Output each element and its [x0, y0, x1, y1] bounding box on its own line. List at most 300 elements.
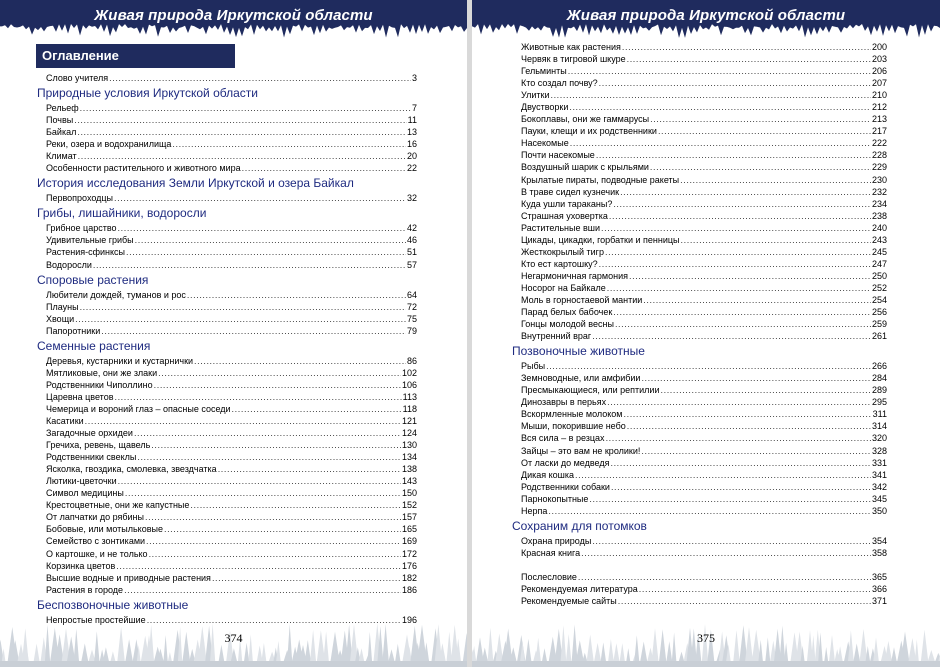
toc-entry-title: Высшие водные и приводные растения — [46, 572, 211, 583]
toc-entry-page: 13 — [406, 127, 417, 138]
toc-leader-dots — [101, 325, 406, 337]
toc-entry-title: Непростые простейшие — [46, 614, 146, 625]
toc-entry[interactable] — [37, 391, 417, 403]
toc-entry[interactable] — [512, 258, 887, 270]
toc-entry-title: Воздушный шарик с крыльями — [521, 162, 649, 173]
toc-entry-title: Моль в горностаевой мантии — [521, 294, 643, 305]
toc-entry[interactable] — [37, 427, 417, 439]
toc-entry-title: Почвы — [46, 115, 74, 126]
toc-entry-title: Почти насекомые — [521, 150, 595, 161]
toc-entry-title: Бокоплавы, они же гаммарусы — [521, 114, 650, 125]
toc-entry[interactable] — [512, 432, 887, 444]
toc-entry[interactable] — [512, 372, 887, 384]
toc-entry[interactable] — [512, 306, 887, 318]
toc-leader-dots — [190, 499, 401, 511]
toc-leader-dots — [627, 420, 871, 432]
toc-entry[interactable] — [512, 535, 887, 547]
toc-leader-dots — [116, 560, 401, 572]
toc-entry[interactable] — [512, 222, 887, 234]
page-number: 374 — [224, 631, 243, 645]
toc-entry[interactable] — [512, 408, 887, 420]
toc-entry[interactable] — [37, 72, 417, 84]
toc-entry-page: 207 — [871, 78, 887, 89]
toc-entry[interactable] — [512, 583, 887, 595]
toc-leader-dots — [154, 379, 401, 391]
toc-entry[interactable] — [512, 77, 887, 89]
toc-entry[interactable] — [37, 114, 417, 126]
toc-entry[interactable] — [512, 330, 887, 342]
toc-leader-dots — [125, 487, 401, 499]
toc-entry-page: 230 — [871, 174, 887, 185]
toc-entry-title: Байкал — [46, 127, 77, 138]
toc-section-title: Сохраним для потомков — [512, 518, 647, 533]
toc-leader-dots — [599, 77, 871, 89]
toc-leader-dots — [232, 403, 402, 415]
toc-entry[interactable] — [512, 41, 887, 53]
toc-leader-dots — [607, 396, 871, 408]
toc-entry[interactable] — [37, 313, 417, 325]
toc-entry[interactable] — [512, 282, 887, 294]
toc-entry-page: 234 — [871, 198, 887, 209]
toc-leader-dots — [124, 584, 401, 596]
toc-entry-title: Парнокопытные — [521, 493, 589, 504]
toc-leader-dots — [575, 469, 871, 481]
toc-section-title: Позвоночные животные — [512, 344, 645, 359]
toc-leader-dots — [639, 583, 871, 595]
toc-entry-page: 186 — [401, 584, 417, 595]
toc-leader-dots — [568, 65, 871, 77]
toc-entry-page: 150 — [401, 488, 417, 499]
toc-entry-page: 118 — [402, 403, 417, 414]
toc-entry-title: В траве сидел кузнечик — [521, 186, 620, 197]
toc-entry-title: Водоросли — [46, 259, 92, 270]
toc-entry[interactable] — [512, 420, 887, 432]
toc-leader-dots — [134, 427, 401, 439]
toc-leader-dots — [615, 318, 871, 330]
toc-entry-page: 102 — [401, 367, 417, 378]
toc-leader-dots — [620, 186, 871, 198]
toc-entry-title: Гонцы молодой весны — [521, 319, 614, 330]
toc-entry-title: Символ медицины — [46, 488, 124, 499]
toc-entry[interactable] — [37, 234, 417, 246]
toc-entry-page: 11 — [407, 115, 417, 126]
toc-leader-dots — [592, 535, 871, 547]
toc-entry-title: Динозавры в перьях — [521, 397, 607, 408]
toc-entry[interactable] — [512, 161, 887, 173]
toc-entry-title: Родственники Чиполлино — [46, 379, 153, 390]
toc-entry-title: От ласки до медведя — [521, 457, 610, 468]
toc-entry-page: 320 — [871, 433, 887, 444]
toc-entry-page: 365 — [871, 571, 887, 582]
toc-leader-dots — [622, 41, 871, 53]
toc-leader-dots — [118, 475, 401, 487]
toc-entry[interactable] — [37, 367, 417, 379]
toc-leader-dots — [114, 192, 406, 204]
toc-leader-dots — [77, 126, 406, 138]
toc-entry[interactable] — [37, 439, 417, 451]
toc-entry[interactable] — [37, 246, 417, 258]
toc-entry-title: Мыши, покорившие небо — [521, 421, 626, 432]
toc-entry-page: 222 — [871, 138, 887, 149]
toc-entry[interactable] — [512, 595, 887, 607]
toc-entry[interactable] — [512, 294, 887, 306]
toc-entry[interactable] — [37, 415, 417, 427]
toc-leader-dots — [75, 313, 406, 325]
toc-leader-dots — [569, 101, 871, 113]
toc-entry[interactable] — [37, 487, 417, 499]
toc-entry-page: 206 — [871, 66, 887, 77]
toc-entry[interactable] — [37, 499, 417, 511]
toc-entry[interactable] — [512, 457, 887, 469]
toc-leader-dots — [606, 432, 871, 444]
toc-entry-title: Зайцы – это вам не кролики! — [521, 445, 641, 456]
toc-entry-page: 261 — [871, 331, 887, 342]
toc-entry[interactable] — [512, 125, 887, 137]
toc-entry[interactable] — [512, 493, 887, 505]
toc-entry[interactable] — [37, 355, 417, 367]
toc-entry[interactable] — [512, 571, 887, 583]
toc-entry-page: 331 — [871, 457, 887, 468]
toc-entry-page: 358 — [871, 547, 887, 558]
toc-leader-dots — [74, 114, 406, 126]
page-header — [0, 0, 467, 40]
toc-leader-dots — [126, 246, 406, 258]
toc-entry[interactable] — [37, 138, 417, 150]
toc-leader-dots — [641, 445, 871, 457]
toc-entry-page: 342 — [871, 481, 887, 492]
toc-entry-page: 165 — [401, 524, 417, 535]
toc-entry-page: 203 — [871, 54, 887, 65]
toc-entry-title: Нерпа — [521, 505, 548, 516]
toc-entry-page: 157 — [401, 512, 417, 523]
toc-leader-dots — [548, 505, 871, 517]
toc-entry-title: Рыбы — [521, 361, 546, 372]
toc-entry[interactable] — [37, 150, 417, 162]
toc-entry[interactable] — [512, 396, 887, 408]
toc-leader-dots — [641, 372, 871, 384]
header-title: Живая природа Иркутской области — [566, 7, 846, 24]
toc-entry-title: Корзинка цветов — [46, 560, 116, 571]
toc-entry[interactable] — [512, 318, 887, 330]
toc-entry[interactable] — [512, 384, 887, 396]
toc-entry-title: Слово учителя — [46, 73, 109, 83]
toc-leader-dots — [242, 162, 406, 174]
toc-leader-dots — [158, 367, 401, 379]
toc-leader-dots — [599, 258, 871, 270]
toc-entry-page: 124 — [401, 428, 417, 439]
toc-leader-dots — [164, 523, 401, 535]
toc-entry-title: Рельеф — [46, 103, 79, 114]
toc-entry-page: 254 — [871, 294, 887, 305]
toc-entry[interactable] — [512, 445, 887, 457]
toc-entry-page: 240 — [871, 222, 887, 233]
toc-entry[interactable] — [512, 198, 887, 210]
table-of-contents — [37, 72, 417, 626]
toc-entry-title: Гречиха, ревень, щавель — [46, 440, 151, 451]
toc-entry[interactable] — [512, 234, 887, 246]
toc-entry[interactable] — [37, 475, 417, 487]
toc-entry-title: Плауны — [46, 301, 79, 312]
toc-leader-dots — [149, 548, 401, 560]
toc-entry-page: 229 — [871, 162, 887, 173]
toc-entry-title: Деревья, кустарники и кустарнички — [46, 355, 194, 366]
toc-entry-title: Крестоцветные, они же капустные — [46, 500, 190, 511]
toc-entry-title: Особенности растительного и животного мира — [46, 163, 241, 174]
toc-entry[interactable] — [37, 511, 417, 523]
toc-entry-page: 314 — [871, 421, 887, 432]
toc-entry-page: 295 — [871, 397, 887, 408]
toc-entry-title: Кто создал почву? — [521, 78, 598, 89]
toc-entry-title: Кто ест картошку? — [521, 258, 598, 269]
toc-leader-dots — [596, 149, 871, 161]
toc-entry-page: 311 — [872, 409, 887, 420]
toc-entry[interactable] — [37, 102, 417, 114]
toc-entry-title: Страшная уховертка — [521, 210, 608, 221]
toc-entry[interactable] — [37, 325, 417, 337]
table-of-contents — [512, 41, 887, 607]
toc-entry[interactable] — [37, 222, 417, 234]
toc-entry[interactable] — [512, 547, 887, 559]
toc-entry-page: 130 — [401, 440, 417, 451]
toc-entry[interactable] — [37, 548, 417, 560]
toc-entry-page: 350 — [871, 505, 887, 516]
toc-entry-page: 121 — [401, 415, 417, 426]
toc-section-title: Природные условия Иркутской области — [37, 86, 258, 101]
toc-entry-page: 196 — [401, 614, 417, 625]
toc-entry-page: 143 — [401, 476, 417, 487]
toc-entry-page: 176 — [401, 560, 417, 571]
toc-spacer — [512, 559, 887, 571]
toc-leader-dots — [212, 572, 401, 584]
toc-entry-title: Бобовые, или мотыльковые — [46, 524, 163, 535]
toc-entry-title: Внутренний враг — [521, 331, 592, 342]
toc-entry-title: Мятликовые, они же злаки — [46, 367, 158, 378]
toc-entry[interactable] — [37, 259, 417, 271]
toc-leader-dots — [218, 463, 401, 475]
toc-leader-dots — [680, 174, 871, 186]
toc-entry[interactable] — [512, 481, 887, 493]
toc-entry-page: 284 — [871, 373, 887, 384]
toc-entry-title: Двустворки — [521, 102, 569, 113]
toc-entry[interactable] — [37, 192, 417, 204]
toc-entry-title: Рекомендуемые сайты — [521, 595, 617, 606]
toc-leader-dots — [135, 234, 406, 246]
toc-entry-page: 341 — [871, 469, 887, 480]
toc-leader-dots — [650, 161, 871, 173]
toc-entry-title: Растения-сфинксы — [46, 247, 126, 258]
toc-section-title: Грибы, лишайники, водоросли — [37, 206, 207, 221]
toc-entry-page: 345 — [871, 493, 887, 504]
toc-leader-dots — [610, 457, 871, 469]
toc-entry-title: Вся сила – в резцах — [521, 433, 605, 444]
toc-entry-page: 46 — [406, 235, 417, 246]
toc-entry-title: О картошке, и не только — [46, 548, 148, 559]
toc-entry[interactable] — [512, 113, 887, 125]
toc-entry-title: Грибное царство — [46, 223, 117, 234]
toc-entry-page: 7 — [411, 103, 417, 114]
toc-entry-title: Хвощи — [46, 313, 75, 324]
toc-entry[interactable] — [512, 65, 887, 77]
toc-entry-title: Куда ушли тараканы? — [521, 198, 613, 209]
toc-entry-page: 232 — [871, 186, 887, 197]
toc-leader-dots — [627, 53, 871, 65]
toc-entry-title: Носорог на Байкале — [521, 282, 606, 293]
toc-leader-dots — [650, 113, 871, 125]
page-header — [472, 0, 940, 40]
toc-entry-page: 250 — [871, 270, 887, 281]
toc-entry[interactable] — [512, 149, 887, 161]
toc-leader-dots — [661, 384, 871, 396]
toc-entry-page: 169 — [401, 536, 417, 547]
header-title: Живая природа Иркутской области — [94, 7, 373, 24]
toc-entry-title: Растения в городе — [46, 584, 124, 595]
toc-entry[interactable] — [37, 451, 417, 463]
toc-entry[interactable] — [512, 210, 887, 222]
toc-entry-title: Крылатые пираты, подводные ракеты — [521, 174, 680, 185]
toc-entry-page: 152 — [401, 500, 417, 511]
toc-entry-page: 16 — [406, 139, 417, 150]
toc-entry[interactable] — [512, 270, 887, 282]
toc-section-title: Споровые растения — [37, 272, 149, 287]
toc-entry-page: 328 — [871, 445, 887, 456]
toc-entry-page: 32 — [406, 193, 417, 204]
toc-entry-title: Дикая кошка — [521, 469, 575, 480]
toc-leader-dots — [592, 330, 871, 342]
toc-entry[interactable] — [512, 137, 887, 149]
toc-entry-title: Жесткокрылый тигр — [521, 246, 604, 257]
toc-leader-dots — [607, 282, 871, 294]
toc-entry[interactable] — [512, 246, 887, 258]
toc-entry-page: 22 — [406, 163, 417, 174]
toc-section-title: История исследования Земли Иркутской и озера Байкал — [37, 176, 354, 191]
toc-leader-dots — [546, 360, 871, 372]
toc-entry-page: 42 — [406, 223, 417, 234]
toc-entry-title: Удивительные грибы — [46, 235, 134, 246]
toc-entry-title: Цикады, цикадки, горбатки и пенницы — [521, 234, 680, 245]
toc-entry[interactable] — [37, 403, 417, 415]
right-page — [472, 0, 940, 667]
toc-entry-page: 86 — [406, 355, 417, 366]
toc-entry-page: 106 — [401, 379, 417, 390]
toc-entry-page: 182 — [401, 572, 417, 583]
toc-entry-title: Родственники свеклы — [46, 452, 137, 463]
toc-entry-title: Негармоничная гармония — [521, 270, 628, 281]
toc-title: Оглавление — [36, 44, 235, 68]
toc-leader-dots — [151, 439, 401, 451]
toc-entry[interactable] — [37, 289, 417, 301]
toc-entry[interactable] — [37, 126, 417, 138]
toc-entry-title: Первопроходцы — [46, 193, 114, 204]
toc-entry-page: 366 — [871, 583, 887, 594]
toc-leader-dots — [609, 210, 871, 222]
toc-entry-title: Пауки, клещи и их родственники — [521, 126, 657, 137]
toc-entry-page: 252 — [871, 282, 887, 293]
toc-entry-title: Царевна цветов — [46, 391, 114, 402]
toc-entry-title: Реки, озера и водохранилища — [46, 139, 172, 150]
toc-leader-dots — [146, 535, 401, 547]
toc-entry-title: Парад белых бабочек — [521, 307, 613, 318]
toc-entry[interactable] — [512, 505, 887, 517]
toc-leader-dots — [194, 355, 406, 367]
toc-leader-dots — [80, 102, 411, 114]
toc-leader-dots — [658, 125, 871, 137]
toc-entry-title: Животные как растения — [521, 42, 621, 52]
toc-entry[interactable] — [37, 523, 417, 535]
toc-entry-title: Загадочные орхидеи — [46, 428, 133, 439]
toc-section-title: Семенные растения — [37, 338, 151, 353]
toc-entry[interactable] — [512, 53, 887, 65]
toc-entry-page: 3 — [411, 73, 417, 83]
toc-entry[interactable] — [37, 572, 417, 584]
toc-entry-page: 289 — [871, 385, 887, 396]
toc-entry-page: 75 — [406, 313, 417, 324]
toc-entry-page: 266 — [871, 361, 887, 372]
toc-entry-title: Родственники собаки — [521, 481, 610, 492]
toc-leader-dots — [601, 222, 871, 234]
toc-leader-dots — [643, 294, 871, 306]
toc-entry[interactable] — [37, 560, 417, 572]
toc-leader-dots — [589, 493, 871, 505]
toc-entry-title: Касатики — [46, 415, 84, 426]
toc-entry-title: Любители дождей, туманов и рос — [46, 289, 186, 300]
toc-entry-page: 354 — [871, 535, 887, 546]
toc-leader-dots — [137, 451, 401, 463]
toc-entry-page: 213 — [871, 114, 887, 125]
toc-entry[interactable] — [512, 101, 887, 113]
toc-entry-page: 138 — [401, 464, 417, 475]
toc-leader-dots — [80, 301, 406, 313]
toc-leader-dots — [172, 138, 406, 150]
toc-leader-dots — [629, 270, 871, 282]
toc-entry[interactable] — [37, 584, 417, 596]
toc-entry-page: 51 — [406, 247, 417, 258]
toc-entry[interactable] — [512, 360, 887, 372]
toc-leader-dots — [550, 89, 870, 101]
toc-entry[interactable] — [512, 174, 887, 186]
toc-leader-dots — [109, 72, 411, 84]
toc-entry[interactable] — [37, 535, 417, 547]
toc-entry-page: 228 — [871, 150, 887, 161]
toc-leader-dots — [118, 222, 406, 234]
toc-entry-page: 79 — [406, 325, 417, 336]
toc-entry-page: 245 — [871, 246, 887, 257]
toc-leader-dots — [581, 547, 871, 559]
toc-entry-title: Вскормленные молоком — [521, 409, 623, 420]
toc-entry[interactable] — [37, 162, 417, 174]
toc-entry-title: От лапчатки до рябины — [46, 512, 144, 523]
toc-entry[interactable] — [512, 469, 887, 481]
toc-entry-page: 20 — [406, 151, 417, 162]
toc-entry-title: Папоротники — [46, 325, 101, 336]
toc-entry-title: Семейство с зонтиками — [46, 536, 146, 547]
toc-leader-dots — [578, 571, 871, 583]
toc-leader-dots — [93, 259, 406, 271]
toc-entry-page: 243 — [871, 234, 887, 245]
toc-leader-dots — [78, 150, 406, 162]
toc-entry-title: Лютики-цветочки — [46, 476, 117, 487]
toc-leader-dots — [618, 595, 871, 607]
toc-leader-dots — [613, 198, 871, 210]
toc-entry-title: Климат — [46, 151, 77, 162]
toc-entry[interactable] — [512, 89, 887, 101]
toc-entry[interactable] — [512, 186, 887, 198]
toc-entry-title: Гельминты — [521, 66, 567, 77]
toc-entry-page: 200 — [871, 42, 887, 52]
toc-entry[interactable] — [37, 379, 417, 391]
toc-entry[interactable] — [37, 301, 417, 313]
toc-entry[interactable] — [37, 463, 417, 475]
toc-entry-page: 172 — [401, 548, 417, 559]
